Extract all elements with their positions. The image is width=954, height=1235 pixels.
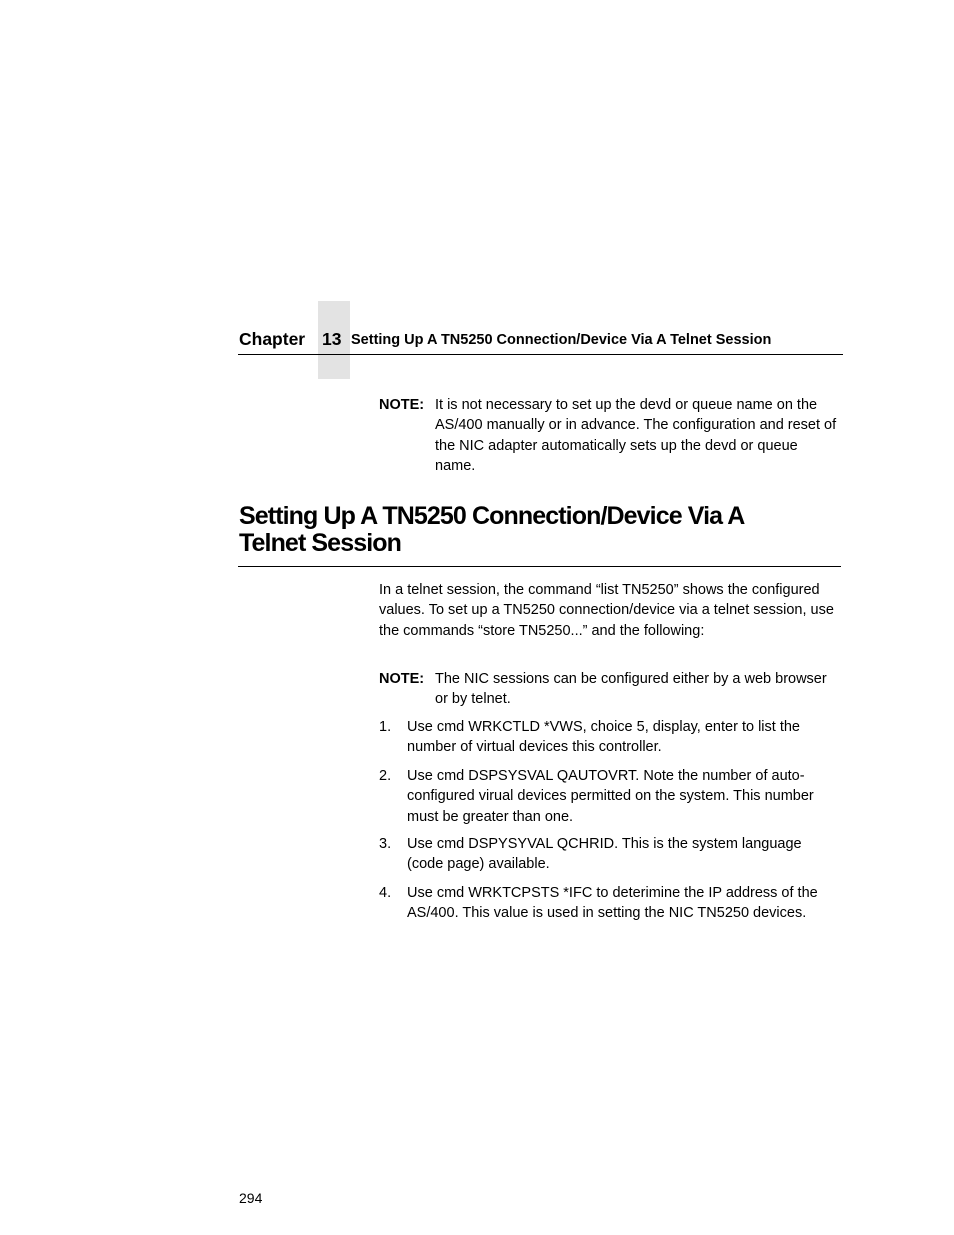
note-label: NOTE: <box>379 397 425 413</box>
list-item-text: Use cmd DSPYSYVAL QCHRID. This is the system language (code page) available. <box>407 836 802 873</box>
section-divider <box>238 566 841 567</box>
list-item-number: 1. <box>379 719 392 735</box>
running-header-title: Setting Up A TN5250 Connection/Device Via A Telnet Session <box>351 332 772 348</box>
list-item <box>379 834 841 875</box>
note-text: The NIC sessions can be configured either by a web browser or by telnet. <box>435 671 827 708</box>
note-text: It is not necessary to set up the devd or queue name on the AS/400 manually or in advance. The configuration and reset of the NIC adapter automatically sets up the devd or queue name. <box>435 397 837 475</box>
list-item <box>379 883 841 924</box>
list-item-text: Use cmd WRKTCPSTS *IFC to deterimine the IP address of the AS/400. This value is used in setting the NIC TN5250 devices. <box>407 885 818 922</box>
header-divider <box>238 354 843 355</box>
list-item-text: Use cmd DSPSYSVAL QAUTOVRT. Note the number of auto-configured virual devices permitted on the system. This number must be greater than one. <box>407 768 814 825</box>
list-item-text: Use cmd WRKCTLD *VWS, choice 5, display, enter to list the number of virtual devices this controller. <box>407 719 800 756</box>
intro-paragraph: In a telnet session, the command “list TN5250” shows the configured values. To set up a TN5250 connection/device via a telnet session, use the commands “store TN5250...” and the following: <box>379 582 834 639</box>
list-item-number: 2. <box>379 768 392 784</box>
chapter-label: Chapter <box>239 329 306 349</box>
list-item-number: 4. <box>379 885 392 901</box>
note-top <box>379 395 841 477</box>
section-heading <box>239 503 839 557</box>
list-item <box>379 766 841 827</box>
chapter-number: 13 <box>322 329 342 349</box>
note-section <box>379 669 841 710</box>
section-heading-line-2: Telnet Session <box>239 529 401 557</box>
page-number: 294 <box>239 1190 263 1206</box>
section-heading-line-1: Setting Up A TN5250 Connection/Device Via A <box>239 502 745 530</box>
list-item-number: 3. <box>379 836 392 852</box>
list-item <box>379 717 841 758</box>
note-label: NOTE: <box>379 671 425 687</box>
